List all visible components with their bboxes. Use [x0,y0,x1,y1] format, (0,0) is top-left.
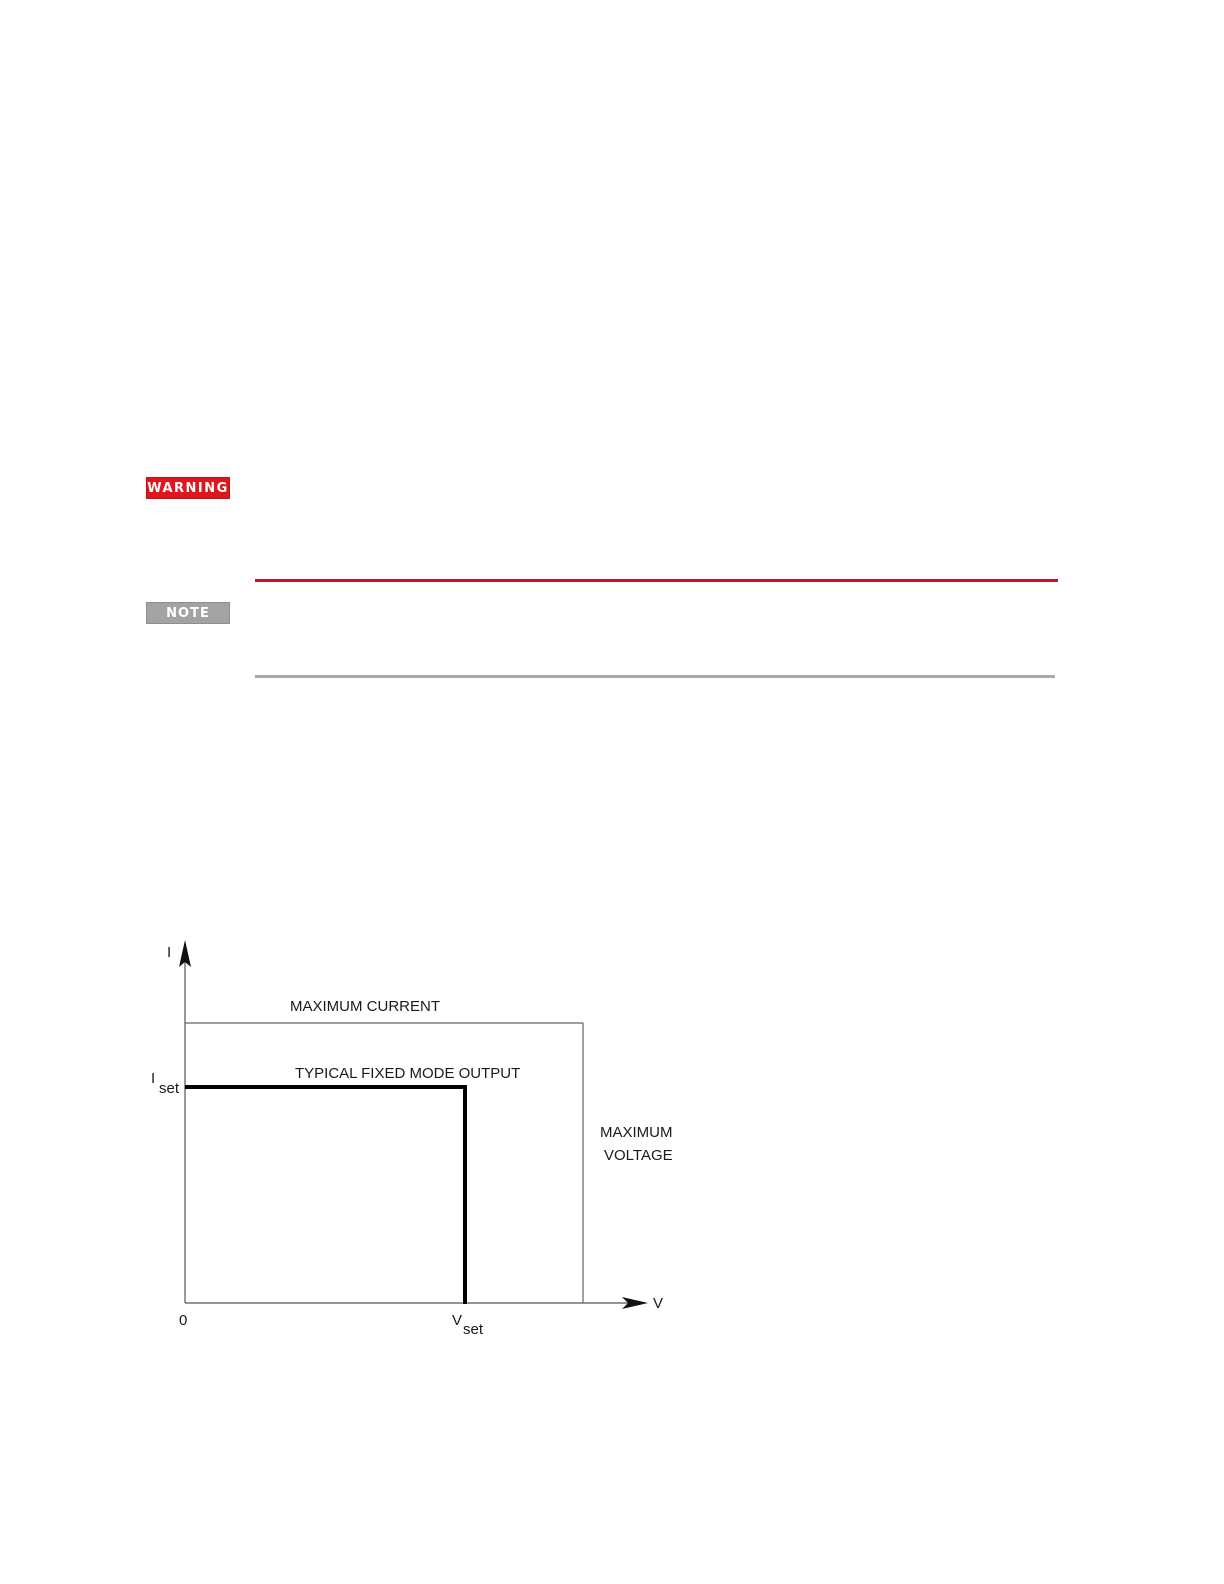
x-axis-label: V [653,1295,664,1312]
maximum-voltage-label-line2: VOLTAGE [604,1147,673,1164]
iset-label: I [151,1070,156,1087]
vset-label: V [452,1312,463,1329]
fixed-mode-output-curve [185,1087,465,1304]
y-axis-label: I [167,944,172,961]
note-badge: NOTE [146,602,230,624]
maximum-current-label: MAXIMUM CURRENT [290,998,440,1015]
warning-badge: WARNING [146,477,230,499]
origin-label: 0 [179,1312,188,1329]
fixed-mode-output-label: TYPICAL FIXED MODE OUTPUT [295,1065,521,1082]
vset-subscript: set [463,1321,484,1338]
maximum-voltage-label-line1: MAXIMUM [600,1124,673,1141]
iset-subscript: set [159,1080,180,1097]
